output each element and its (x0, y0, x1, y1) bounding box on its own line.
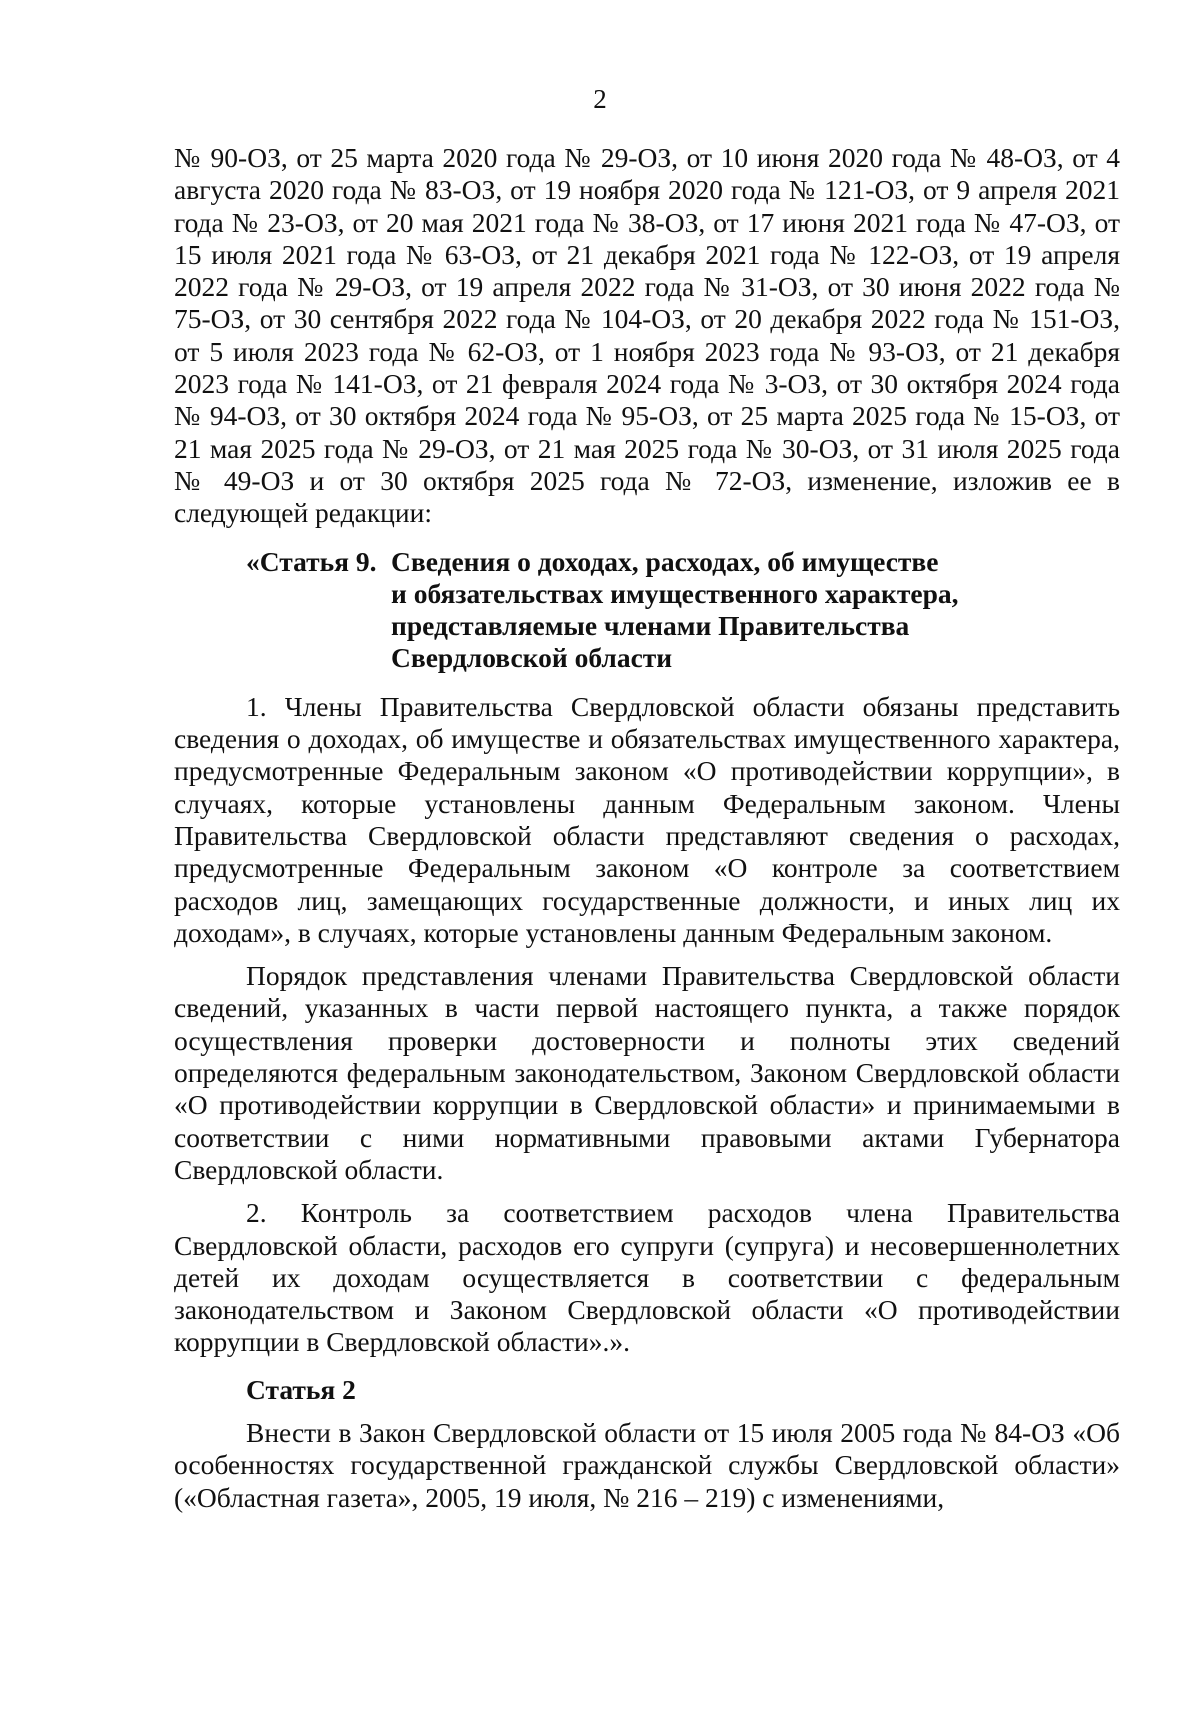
page-number: 2 (593, 84, 607, 114)
article-9-title (391, 545, 959, 675)
article-9-clause-1-part-2: Порядок представления членами Правительства Свердловской области сведений, указанных в части первой настоящего пункта, а также порядок осуществления проверки достоверности и полноты этих сведений определяются федеральным законодательством, Законом Свердловской области «О противодействии коррупции в Свердловской области» и принимаемыми в соответствии с ними нормативными правовыми актами Губернатора Свердловской области. (174, 960, 1120, 1185)
amendment-list-paragraph: № 90-ОЗ, от 25 марта 2020 года № 29-ОЗ, от 10 июня 2020 года № 48-ОЗ, от 4 августа 2020 года № 83-ОЗ, от 19 ноября 2020 года № 121-ОЗ, от 9 апреля 2021 года № 23-ОЗ, от 20 мая 2021 года № 38-ОЗ, от 17 июня 2021 года № 47-ОЗ, от 15 июля 2021 года № 63-ОЗ, от 21 декабря 2021 года № 122-ОЗ, от 19 апреля 2022 года № 29-ОЗ, от 19 апреля 2022 года № 31-ОЗ, от 30 июня 2022 года № 75-ОЗ, от 30 сентября 2022 года № 104-ОЗ, от 20 декабря 2022 года № 151-ОЗ, от 5 июля 2023 года № 62-ОЗ, от 1 ноября 2023 года № 93-ОЗ, от 21 декабря 2023 года № 141-ОЗ, от 21 февраля 2024 года № 3-ОЗ, от 30 октября 2024 года № 94-ОЗ, от 30 октября 2024 года № 95-ОЗ, от 25 марта 2025 года № 15-ОЗ, от 21 мая 2025 года № 29-ОЗ, от 21 мая 2025 года № 30-ОЗ, от 31 июля 2025 года № 49-ОЗ и от 30 октября 2025 года № 72-ОЗ, изменение, изложив ее в следующей редакции: (174, 142, 1120, 529)
article-2-title: Статья 2 (246, 1373, 356, 1405)
article-9-title-line: Сведения о доходах, расходах, об имуществе (391, 545, 939, 577)
document-body (174, 142, 1120, 1514)
article-2-paragraph: Внести в Закон Свердловской области от 15 июля 2005 года № 84-ОЗ «Об особенностях государственной гражданской службы Свердловской области» («Областная газета», 2005, 19 июля, № 216 – 219) с изменениями, (174, 1416, 1120, 1513)
article-9-title-line: Свердловской области (391, 642, 673, 674)
article-9-number: «Статья 9. (246, 545, 377, 577)
article-9-title-line: и обязательствах имущественного характера, (391, 577, 959, 609)
article-9-clause-1: 1. Члены Правительства Свердловской области обязаны представить сведения о доходах, об имуществе и обязательствах имущественного характера, предусмотренные Федеральным законом «О противодействии коррупции», в случаях, которые установлены данным Федеральным законом. Члены Правительства Свердловской области представляют сведения о расходах, предусмотренные Федеральным законом «О контроле за соответствием расходов лиц, замещающих государственные должности, и иных лиц их доходам», в случаях, которые установлены данным Федеральным законом. (174, 690, 1120, 948)
article-9-title-line: представляемые членами Правительства (391, 610, 910, 642)
article-9-heading (174, 546, 1120, 675)
article-9-clause-2: 2. Контроль за соответствием расходов члена Правительства Свердловской области, расходов его супруги (супруга) и несовершеннолетних детей их доходам осуществляется в соответствии с федеральным законодательством и Законом Свердловской области «О противодействии коррупции в Свердловской области».». (174, 1197, 1120, 1358)
